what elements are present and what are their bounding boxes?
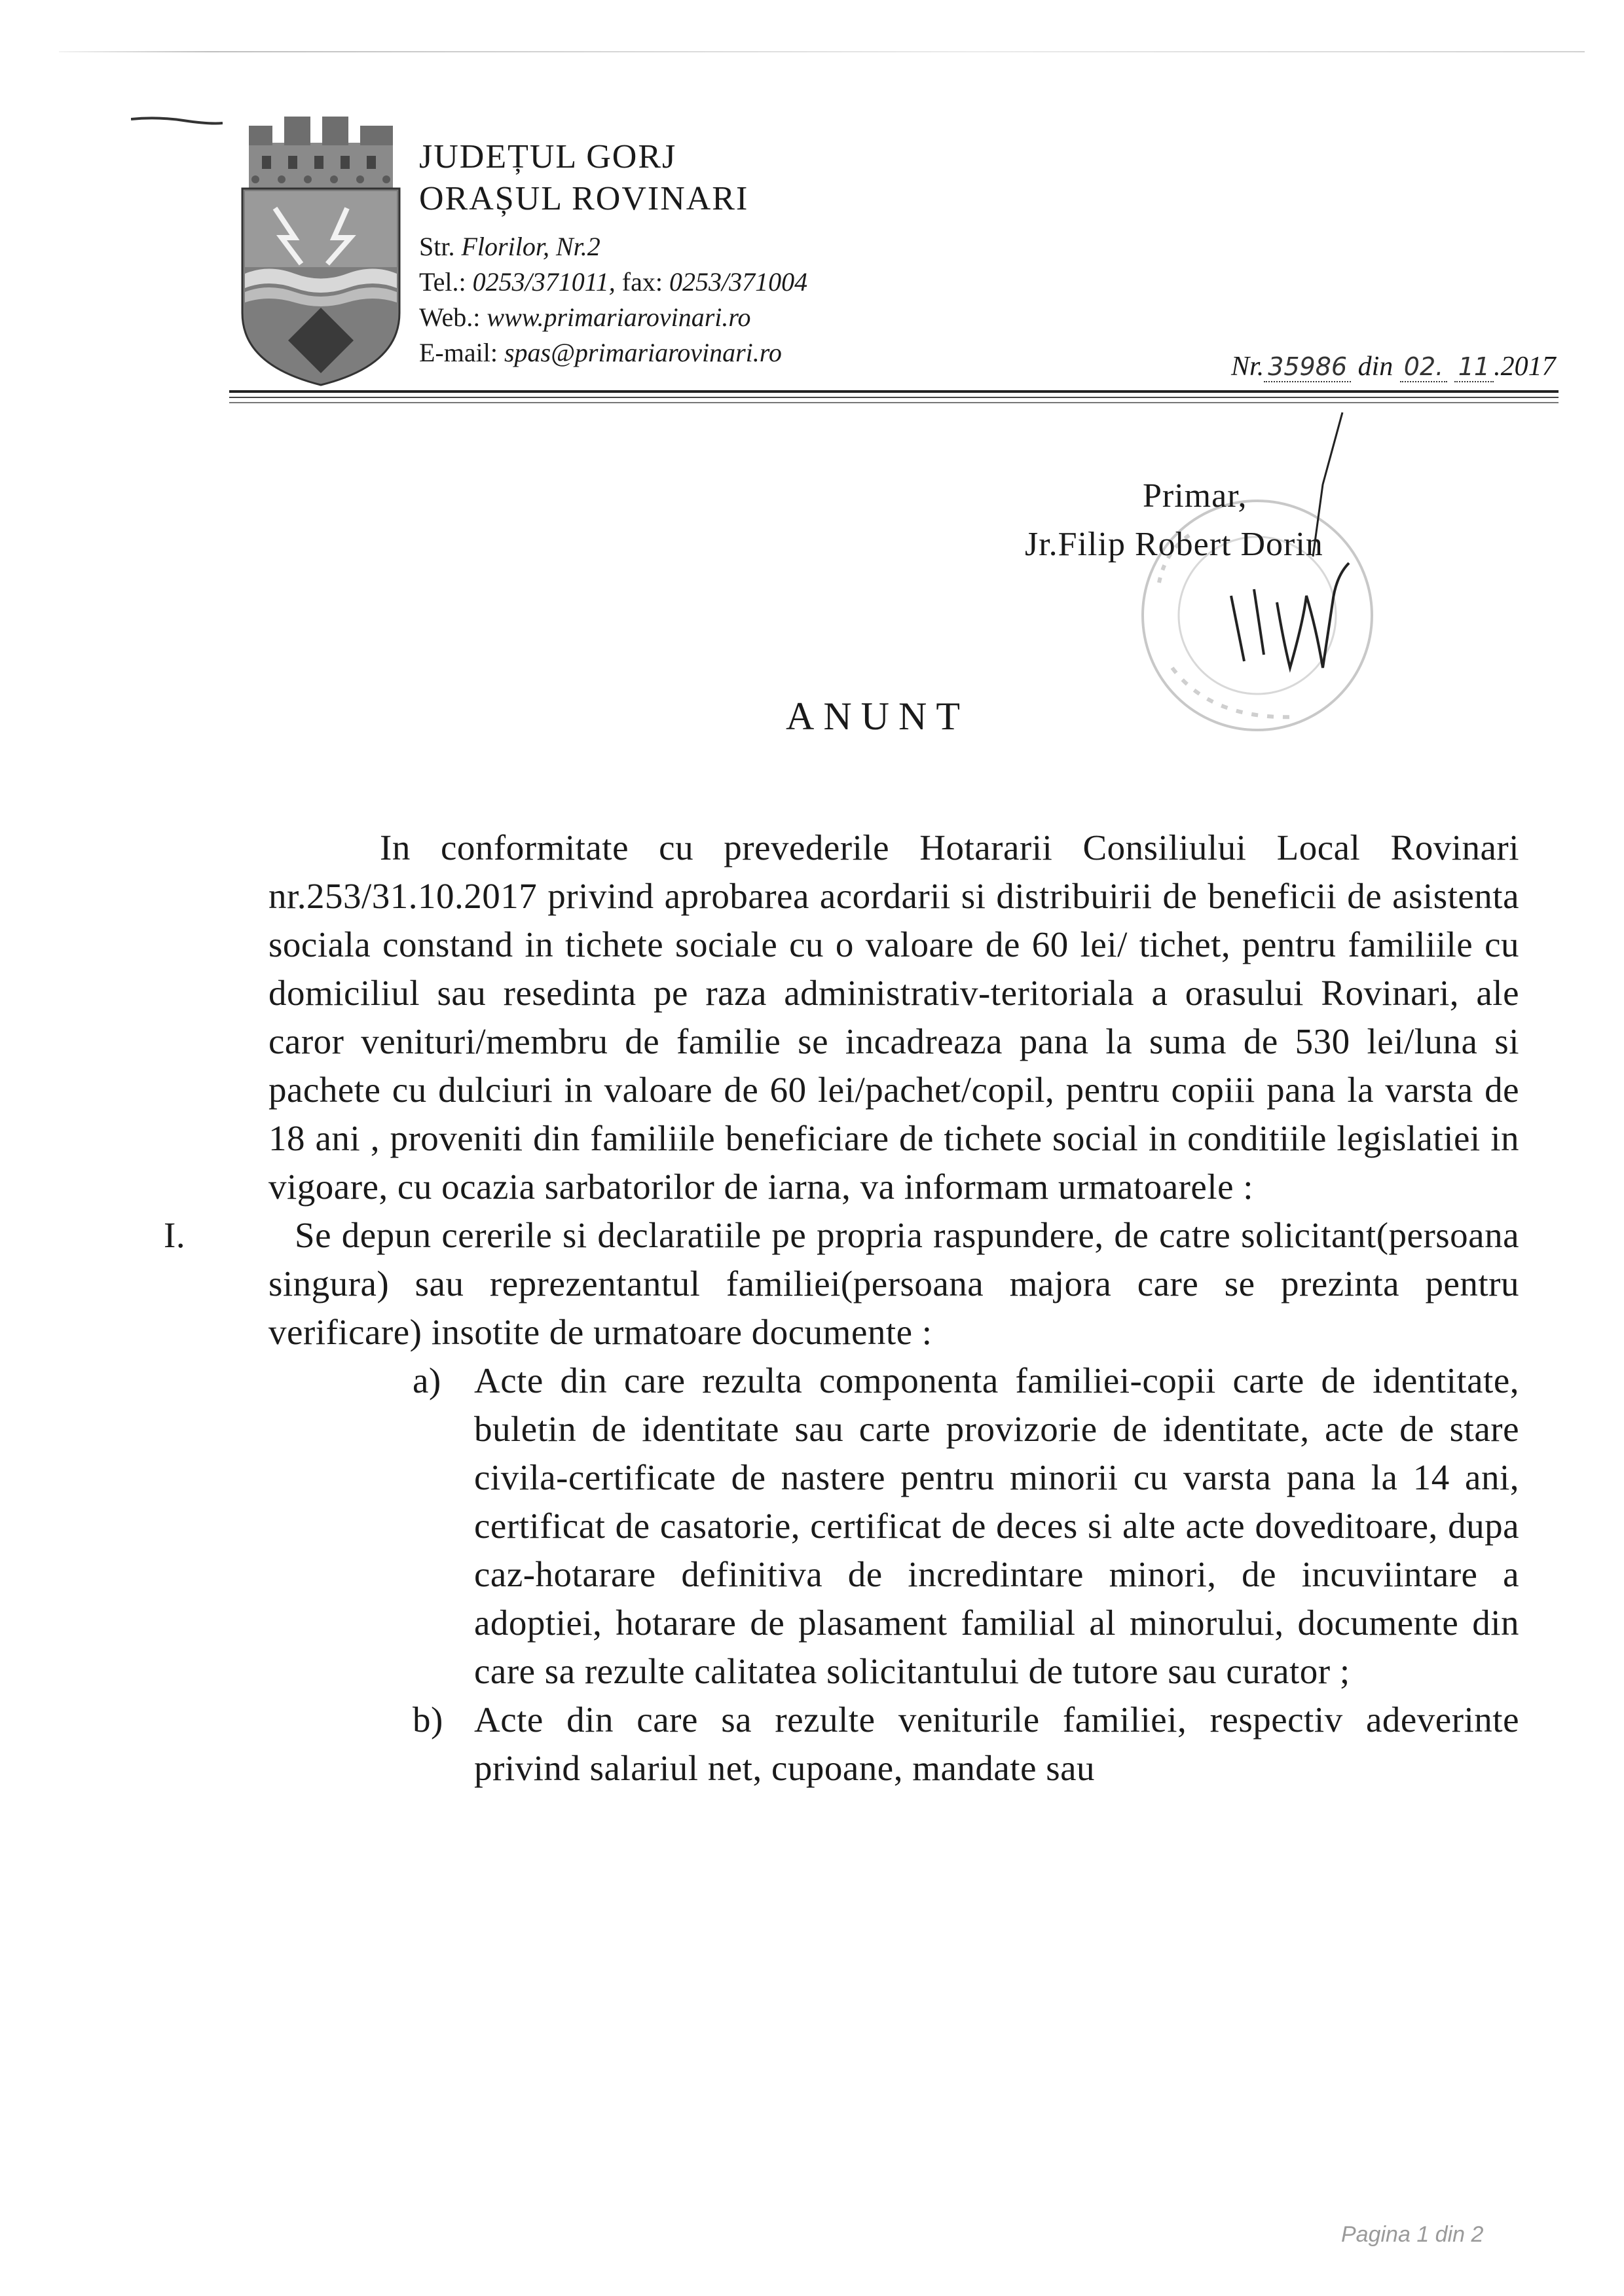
list-item <box>413 1357 1519 1696</box>
section-one <box>164 1211 1519 1357</box>
phone-label: Tel.: <box>419 267 466 297</box>
web-value: www.primariarovinari.ro <box>487 302 751 332</box>
reg-prefix: Nr. <box>1231 352 1264 382</box>
address-value: Florilor, Nr.2 <box>461 232 600 261</box>
header-divider <box>229 397 1559 398</box>
list-item-letter: b) <box>413 1700 443 1740</box>
fax-label: fax: <box>621 267 663 297</box>
scan-mark <box>131 117 223 126</box>
page-number: Pagina 1 din 2 <box>1341 2222 1484 2247</box>
town-name: ORAȘUL ROVINARI <box>419 180 749 217</box>
document-list <box>413 1357 1519 1793</box>
section-text: Se depun cererile si declaratiile pe propria raspundere, de catre solicitant(persoana singura) sau reprezentantul familiei(persoana majora care se prezinta pentru verificare) insotite de urmatoare documente : <box>268 1215 1519 1352</box>
web-line <box>419 300 1008 335</box>
list-item-text: Acte din care sa rezulte veniturile familiei, respectiv adeverinte privind salariul net, cupoane, mandate sau <box>474 1700 1519 1788</box>
email-line <box>419 335 1008 371</box>
intro-paragraph: In conformitate cu prevederile Hotararii Consiliului Local Rovinari nr.253/31.10.2017 privind aprobarea acordarii si distribuirii de beneficii de asistenta sociala constand in tichete sociale cu o valoare de 60 lei/ tichet, pentru familiile cu domiciliul sau resedinta pe raza administrativ-teritoriala a orasului Rovinari, ale caror venituri/membru de familie se incadreaza pana la suma de 530 lei/luna si pachete cu dulciuri in valoare de 60 lei/pachet/copil, pentru copiii pana la varsta de 18 ani , proveniti din familiile beneficiare de tichete social in conditiile legislatiei in vigoare, cu ocazia sarbatorilor de iarna, va informam urmatoarele : <box>268 828 1519 1207</box>
mayor-title: Primar, <box>1143 477 1247 515</box>
list-item-text: Acte din care rezulta componenta familiei-copii carte de identitate, buletin de identitate sau carte provizorie de identitate, acte de stare civila-certificate de nastere pentru minorii cu varsta pana la 14 ani, certificat de casatorie, certificat de deces si alte acte doveditoare, dupa caz-hotarare definitiva de incredintare minori, de incuviintare a adoptiei, hotarare de plasament familial al minorului, documente din care sa rezulte calitatea solicitantului de tutore sau curator ; <box>474 1360 1519 1691</box>
phone-value: 0253/371011, <box>472 267 616 297</box>
header-divider <box>229 402 1559 403</box>
registration-number <box>1231 351 1556 382</box>
signature-icon <box>1192 406 1401 707</box>
document-title: ANUNT <box>786 695 969 738</box>
address-label: Str. <box>419 232 455 261</box>
section-number: I. <box>164 1215 186 1255</box>
reg-year: .2017 <box>1494 352 1556 382</box>
fax-value: 0253/371004 <box>669 267 808 297</box>
list-item <box>413 1696 1519 1793</box>
phone-line <box>419 264 1008 300</box>
coat-of-arms-icon <box>236 117 406 392</box>
reg-mid: din <box>1357 352 1393 382</box>
county-name: JUDEȚUL GORJ <box>419 138 677 175</box>
document-body <box>164 824 1519 1793</box>
institution-header <box>419 136 1008 371</box>
list-item-letter: a) <box>413 1360 441 1400</box>
email-label: E-mail: <box>419 338 498 367</box>
mayor-name: Jr.Filip Robert Dorin <box>1025 526 1323 563</box>
scan-edge-line <box>59 51 1585 52</box>
email-value: spas@primariarovinari.ro <box>504 338 782 367</box>
reg-number-handwritten: 35986 <box>1264 352 1351 382</box>
address-line <box>419 229 1008 264</box>
web-label: Web.: <box>419 302 481 332</box>
header-divider <box>229 390 1559 393</box>
reg-day-handwritten: 02. <box>1400 352 1447 382</box>
reg-month-handwritten: 11 <box>1454 352 1494 382</box>
